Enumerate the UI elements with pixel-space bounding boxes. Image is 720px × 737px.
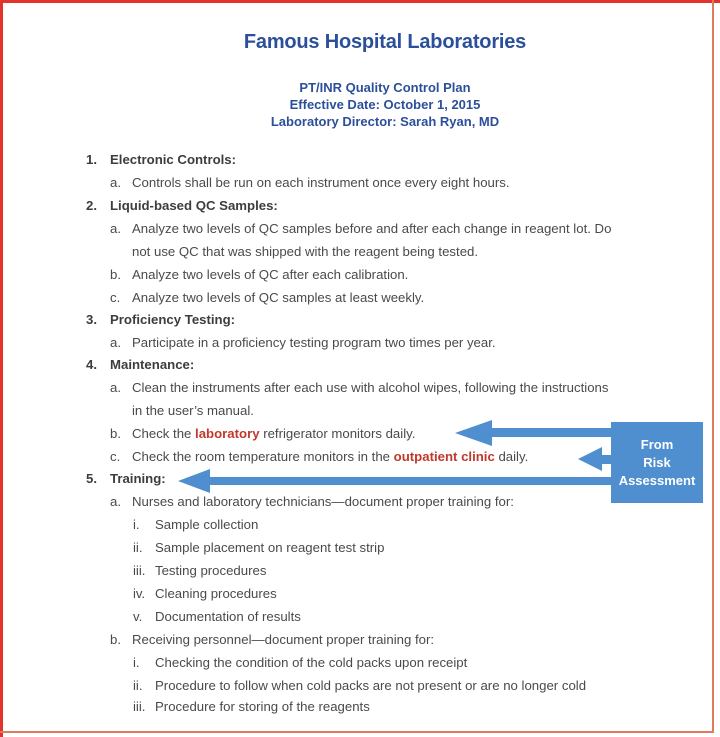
item-marker: i.: [133, 655, 140, 670]
document-title: Famous Hospital Laboratories: [243, 31, 527, 53]
list-item: [110, 494, 514, 509]
item-marker: a.: [110, 221, 121, 236]
section-1-heading: [86, 152, 236, 167]
item-text: Checking the condition of the cold packs upon receipt: [155, 655, 468, 670]
sub-list-item: [133, 540, 384, 555]
section-number: 2.: [86, 198, 97, 213]
item-text: Analyze two levels of QC after each calibration.: [132, 267, 409, 282]
item-text: Procedure for storing of the reagents: [155, 699, 370, 714]
item-text: Participate in a proficiency testing program two times per year.: [132, 335, 496, 350]
item-marker: a.: [110, 380, 121, 395]
item-text: Receiving personnel—document proper training for:: [132, 632, 435, 647]
frame-bottom-edge: [0, 731, 714, 733]
item-marker: iv.: [133, 586, 146, 601]
item-text: Nurses and laboratory technicians—document proper training for:: [132, 494, 514, 509]
item-text: Sample collection: [155, 517, 259, 532]
list-item: [110, 175, 510, 190]
item-marker: b.: [110, 632, 121, 647]
sub-list-item: [133, 655, 467, 670]
item-text: Procedure to follow when cold packs are not present or are no longer cold: [155, 678, 587, 693]
list-item-continuation: in the user’s manual.: [132, 403, 254, 418]
section-title: Maintenance:: [110, 357, 195, 372]
item-marker: v.: [133, 609, 143, 624]
list-item: [110, 449, 528, 464]
sub-list-item: [133, 563, 266, 578]
item-marker: b.: [110, 426, 121, 441]
list-item: [110, 632, 434, 647]
callout-line: From: [640, 436, 674, 452]
item-text: Controls shall be run on each instrument once every eight hours.: [132, 175, 510, 190]
list-item: [110, 380, 608, 395]
highlight-laboratory: laboratory: [195, 426, 260, 441]
item-text: Analyze two levels of QC samples before and after each change in reagent lot. Do: [132, 221, 612, 236]
item-marker: iii.: [133, 563, 146, 578]
section-number: 1.: [86, 152, 97, 167]
list-item: [110, 267, 408, 282]
section-number: 5.: [86, 471, 97, 486]
section-number: 4.: [86, 357, 97, 372]
item-marker: iii.: [133, 699, 146, 714]
section-title: Electronic Controls:: [110, 152, 237, 167]
effective-date: Effective Date: October 1, 2015: [289, 97, 481, 112]
item-marker: a.: [110, 494, 121, 509]
plan-name: PT/INR Quality Control Plan: [299, 80, 471, 95]
section-2-heading: [86, 198, 278, 213]
highlight-outpatient-clinic: outpatient clinic: [393, 449, 495, 464]
sub-list-item: [133, 678, 586, 693]
laboratory-director: Laboratory Director: Sarah Ryan, MD: [270, 114, 500, 129]
item-text: Clean the instruments after each use with alcohol wipes, following the instructions: [132, 380, 609, 395]
item-marker: c.: [110, 290, 121, 305]
item-text: Check the: [132, 426, 196, 441]
item-marker: ii.: [133, 678, 143, 693]
list-item: [110, 335, 496, 350]
list-item: [110, 426, 415, 441]
callout-line: Assessment: [618, 472, 696, 488]
sub-list-item: [133, 699, 370, 714]
risk-assessment-callout: [611, 422, 703, 503]
list-item-continuation: not use QC that was shipped with the reagent being tested.: [132, 244, 479, 259]
section-3-heading: [86, 312, 235, 327]
list-item: [110, 221, 611, 236]
item-marker: a.: [110, 335, 121, 350]
item-text: Sample placement on reagent test strip: [155, 540, 385, 555]
sub-list-item: [133, 586, 277, 601]
sub-list-item: [133, 609, 301, 624]
item-text: Cleaning procedures: [155, 586, 277, 601]
section-title: Liquid-based QC Samples:: [110, 198, 278, 213]
item-text: refrigerator monitors daily.: [259, 426, 416, 441]
item-text: Testing procedures: [155, 563, 267, 578]
item-text: Analyze two levels of QC samples at least weekly.: [132, 290, 425, 305]
item-marker: i.: [133, 517, 140, 532]
item-marker: c.: [110, 449, 121, 464]
item-text: Check the room temperature monitors in the: [132, 449, 394, 464]
section-4-heading: [86, 357, 194, 372]
section-5-heading: [86, 471, 166, 486]
item-marker: ii.: [133, 540, 143, 555]
sub-list-item: [133, 517, 258, 532]
item-text: daily.: [494, 449, 529, 464]
item-text: Documentation of results: [155, 609, 301, 624]
list-item: [110, 290, 424, 305]
section-number: 3.: [86, 312, 97, 327]
item-marker: a.: [110, 175, 121, 190]
section-title: Training:: [110, 471, 166, 486]
callout-line: Risk: [643, 454, 671, 470]
item-marker: b.: [110, 267, 121, 282]
section-title: Proficiency Testing:: [110, 312, 236, 327]
